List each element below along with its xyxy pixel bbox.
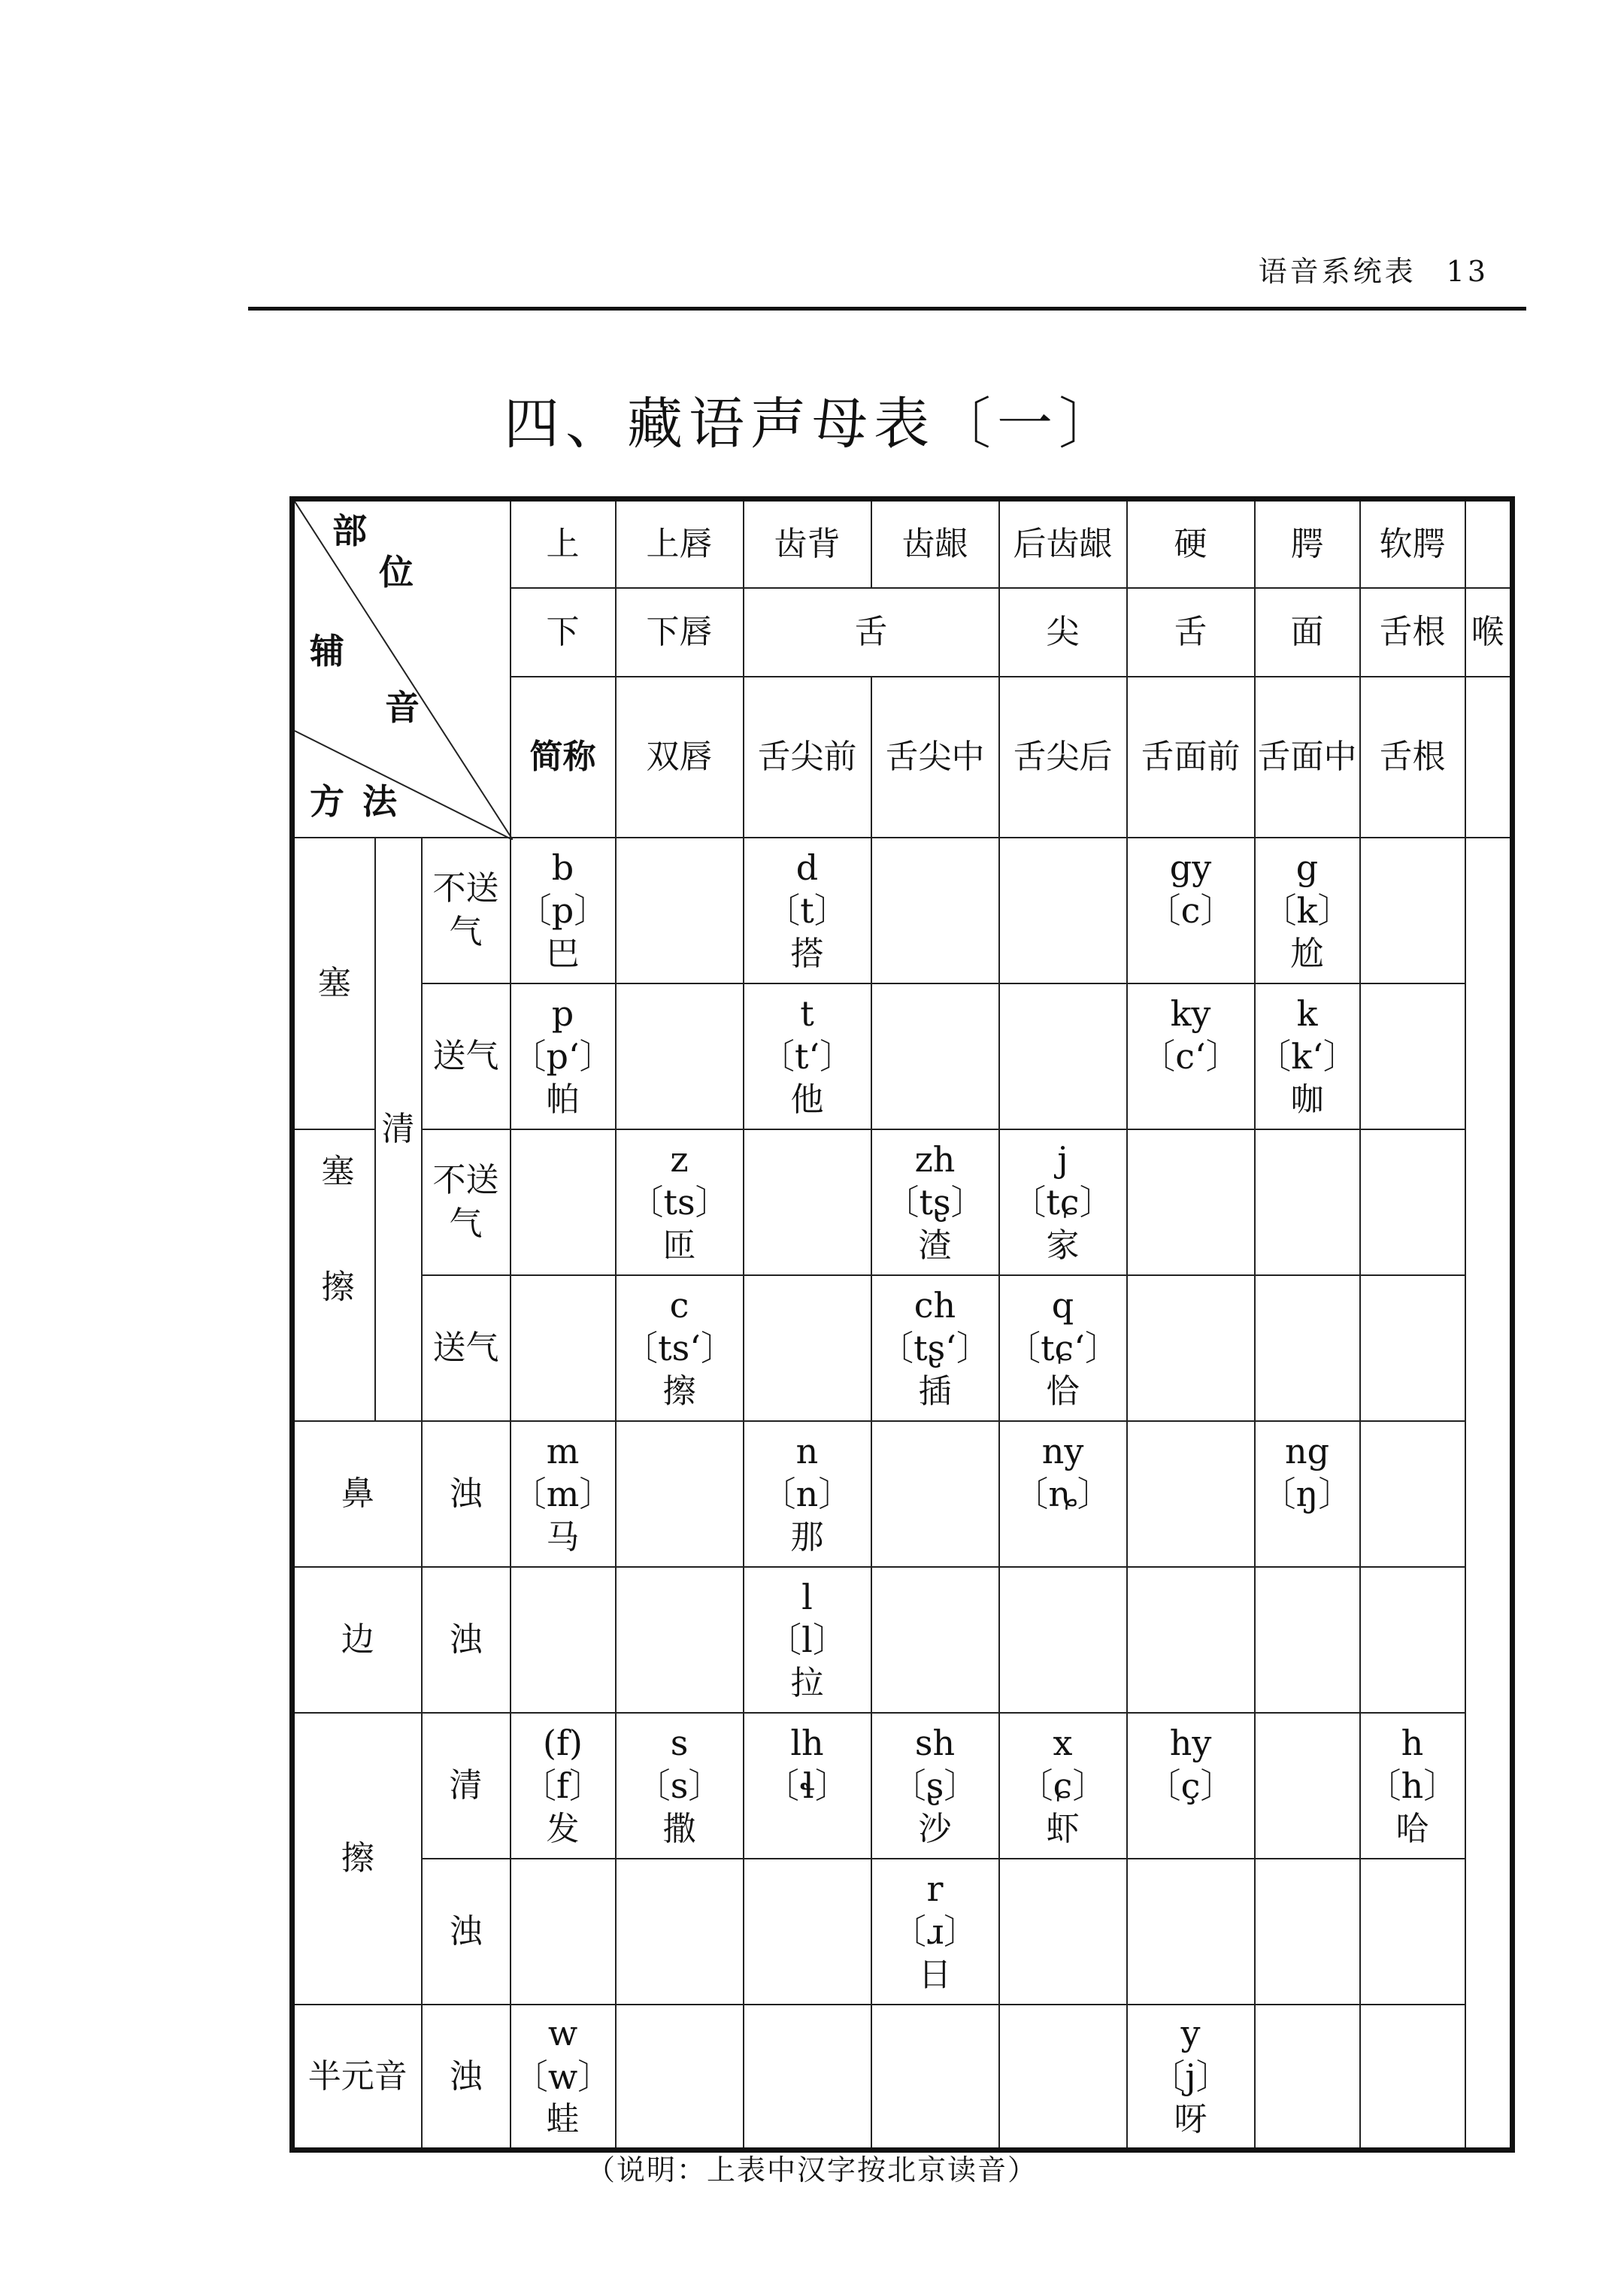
row-zhuo-banyuanyin: 浊 — [422, 2005, 511, 2150]
rom: lh — [790, 1722, 824, 1763]
abbr-shemianzhong: 舌面中 — [1255, 677, 1360, 838]
consonant-table — [289, 496, 1515, 2153]
han: 渣 — [918, 1226, 952, 1265]
header-corner — [292, 499, 511, 838]
rom: ng — [1284, 1430, 1330, 1471]
cell-empty — [1255, 1713, 1360, 1859]
han: 发 — [546, 1809, 580, 1848]
cell-c — [616, 1275, 744, 1421]
rom: ky — [1170, 993, 1211, 1034]
running-title: 语音系统表 — [1258, 255, 1416, 288]
upper-shangchun: 上唇 — [616, 499, 744, 588]
cell-b — [511, 838, 616, 983]
cell-empty — [871, 1421, 999, 1567]
han: 家 — [1046, 1226, 1080, 1265]
ipa: 〔m〕 — [511, 1474, 614, 1514]
corner-bu: 部 — [332, 511, 367, 551]
cell-empty — [871, 1567, 999, 1713]
corner-wei: 位 — [379, 552, 414, 592]
rom: s — [670, 1722, 689, 1763]
cell-empty — [616, 1567, 744, 1713]
ipa: 〔p〕 — [517, 890, 609, 931]
lower-label: 下 — [511, 588, 616, 677]
han — [1256, 1517, 1359, 1558]
abbr-label — [511, 677, 616, 838]
cell-empty — [871, 983, 999, 1129]
row-zhuo-ca: 浊 — [422, 1859, 511, 2005]
han: 尬 — [1290, 934, 1324, 973]
cell-hy — [1127, 1713, 1255, 1859]
cell-empty — [871, 838, 999, 983]
cell-f — [511, 1713, 616, 1859]
rom: r — [926, 1868, 944, 1909]
ipa: 〔tɕ‘〕 — [1006, 1328, 1120, 1368]
rom: ch — [914, 1284, 956, 1326]
rom: t — [800, 993, 814, 1034]
cell-empty — [1360, 2005, 1465, 2150]
footnote: （说明：上表中汉字按北京读音） — [586, 2153, 1038, 2187]
cell-empty — [1360, 1275, 1465, 1421]
cell-t — [744, 983, 871, 1129]
ipa: 〔n〕 — [761, 1474, 853, 1514]
abbr-label-text: 简称 — [529, 737, 596, 776]
han: 搭 — [790, 934, 824, 973]
cell-empty — [999, 1859, 1127, 2005]
ipa: 〔t‘〕 — [759, 1036, 855, 1077]
cell-empty — [999, 2005, 1127, 2150]
cell-empty — [999, 838, 1127, 983]
cell-n — [744, 1421, 871, 1567]
cell-empty — [999, 1567, 1127, 1713]
han: 蛙 — [546, 2100, 580, 2139]
rom: x — [1053, 1722, 1073, 1763]
ipa: 〔tɕ〕 — [1011, 1182, 1114, 1223]
cell-ky — [1127, 983, 1255, 1129]
ipa: 〔ȵ〕 — [1013, 1474, 1112, 1514]
rom: h — [1401, 1722, 1424, 1763]
ipa: 〔ts〕 — [629, 1182, 730, 1223]
row-zhuo-bi: 浊 — [422, 1421, 511, 1567]
rom: zh — [914, 1138, 956, 1180]
abbr-shejianhou: 舌尖后 — [999, 677, 1127, 838]
rom: l — [801, 1576, 813, 1617]
upper-ruane: 软腭 — [1360, 499, 1465, 588]
abbr-empty — [1465, 677, 1513, 838]
rom: g — [1295, 847, 1319, 888]
han — [744, 1808, 871, 1850]
rom: y — [1180, 2013, 1201, 2054]
upper-chiyin: 齿龈 — [871, 499, 999, 588]
cell-empty — [616, 1421, 744, 1567]
cell-empty — [1255, 2005, 1360, 2150]
rom: p — [551, 993, 574, 1034]
corner-fang: 方 — [310, 781, 344, 822]
ipa: 〔ç〕 — [1146, 1765, 1235, 1806]
cell-empty — [744, 2005, 871, 2150]
abbr-shejianqian: 舌尖前 — [744, 677, 871, 838]
cell-sh — [871, 1713, 999, 1859]
han: 沙 — [918, 1809, 952, 1848]
rom: c — [669, 1284, 689, 1326]
rom: w — [547, 2013, 578, 2054]
ipa: 〔w〕 — [513, 2056, 613, 2097]
cell-empty — [871, 2005, 999, 2150]
row-saica — [292, 1129, 375, 1421]
cell-empty — [1255, 1567, 1360, 1713]
corner-yin: 音 — [385, 687, 420, 728]
corner-fu: 辅 — [310, 631, 344, 671]
cell-q — [999, 1275, 1127, 1421]
cell-gy — [1127, 838, 1255, 983]
page-number: 13 — [1446, 255, 1489, 288]
cell-empty — [1127, 1275, 1255, 1421]
abbr-shejianzhong: 舌尖中 — [871, 677, 999, 838]
cell-ny — [999, 1421, 1127, 1567]
ipa: 〔k〕 — [1262, 890, 1353, 931]
han — [1128, 933, 1254, 974]
han: 哈 — [1395, 1809, 1429, 1848]
cell-empty — [1360, 1421, 1465, 1567]
han — [1000, 1517, 1126, 1558]
cell-empty — [744, 1275, 871, 1421]
cell-empty — [511, 1859, 616, 2005]
ipa: 〔ts‘〕 — [623, 1328, 735, 1368]
cell-empty — [1360, 838, 1465, 983]
ipa: 〔p‘〕 — [511, 1036, 614, 1077]
rom: q — [1051, 1284, 1074, 1326]
lower-mian: 面 — [1255, 588, 1360, 677]
corner-fa: 法 — [362, 781, 397, 822]
han — [1128, 1808, 1254, 1850]
row-songqi-1: 送气 — [422, 983, 511, 1129]
cell-empty — [616, 1859, 744, 2005]
ipa: 〔tʂ‘〕 — [879, 1328, 991, 1368]
upper-empty — [1465, 499, 1513, 588]
cell-w — [511, 2005, 616, 2150]
han: 虾 — [1046, 1809, 1080, 1848]
han: 恰 — [1046, 1371, 1080, 1411]
rom: (f) — [543, 1722, 583, 1763]
cell-p — [511, 983, 616, 1129]
rom: d — [795, 847, 819, 888]
row-saica-text: 塞擦 — [315, 1153, 354, 1386]
lower-she-2: 舌 — [1127, 588, 1255, 677]
cell-empty — [511, 1129, 616, 1275]
ipa: 〔c〕 — [1146, 890, 1235, 931]
han: 他 — [790, 1080, 824, 1119]
han: 咖 — [1290, 1080, 1324, 1119]
row-qing: 清 — [375, 838, 422, 1421]
rom: hy — [1169, 1722, 1212, 1763]
row-banyuanyin: 半元音 — [292, 2005, 422, 2150]
row-bi: 鼻 — [292, 1421, 422, 1567]
ipa: 〔ɹ〕 — [891, 1911, 979, 1952]
row-songqi-2: 送气 — [422, 1275, 511, 1421]
cell-empty — [1255, 1129, 1360, 1275]
han: 巴 — [546, 934, 580, 973]
abbr-shemianqian: 舌面前 — [1127, 677, 1255, 838]
cell-empty — [744, 1859, 871, 2005]
han — [1128, 1079, 1254, 1120]
lower-shegen: 舌根 — [1360, 588, 1465, 677]
abbr-shegen: 舌根 — [1360, 677, 1465, 838]
rom: m — [546, 1430, 580, 1471]
rom: sh — [914, 1722, 956, 1763]
ipa: 〔t〕 — [765, 890, 849, 931]
ipa: 〔f〕 — [521, 1765, 604, 1806]
cell-z — [616, 1129, 744, 1275]
cell-empty — [1127, 1129, 1255, 1275]
cell-empty — [1360, 1129, 1465, 1275]
cell-empty — [511, 1567, 616, 1713]
lower-jian: 尖 — [999, 588, 1127, 677]
upper-chibei: 齿背 — [744, 499, 871, 588]
row-ca: 擦 — [292, 1713, 422, 2005]
cell-empty — [999, 983, 1127, 1129]
cell-g — [1255, 838, 1360, 983]
running-header-text — [1259, 248, 1489, 289]
cell-ch — [871, 1275, 999, 1421]
upper-label: 上 — [511, 499, 616, 588]
cell-j — [999, 1129, 1127, 1275]
ipa: 〔ɕ〕 — [1018, 1765, 1107, 1806]
rom: j — [1057, 1138, 1068, 1180]
row-qing-ca: 清 — [422, 1713, 511, 1859]
cell-empty — [616, 838, 744, 983]
row-buqi-1: 不送气 — [422, 838, 511, 983]
ipa: 〔tʂ〕 — [884, 1182, 986, 1223]
rom: ny — [1041, 1430, 1084, 1471]
ipa: 〔h〕 — [1366, 1765, 1459, 1806]
cell-h — [1360, 1713, 1465, 1859]
ipa: 〔s〕 — [635, 1765, 723, 1806]
row-sai: 塞 — [292, 838, 375, 1129]
cell-zh — [871, 1129, 999, 1275]
rom: n — [795, 1430, 819, 1471]
lower-hou: 喉 — [1465, 588, 1513, 677]
han: 帕 — [546, 1080, 580, 1119]
ipa: 〔ŋ〕 — [1261, 1474, 1353, 1514]
table-title: 四、藏语声母表〔一〕 — [504, 392, 1120, 456]
han: 呀 — [1174, 2100, 1207, 2139]
han: 匝 — [662, 1226, 696, 1265]
upper-ying: 硬 — [1127, 499, 1255, 588]
cell-d — [744, 838, 871, 983]
han: 日 — [918, 1955, 952, 1994]
han: 撒 — [662, 1809, 696, 1848]
lower-xiachun: 下唇 — [616, 588, 744, 677]
ipa: 〔ʂ〕 — [891, 1765, 979, 1806]
cell-m — [511, 1421, 616, 1567]
cell-k — [1255, 983, 1360, 1129]
cell-r — [871, 1859, 999, 2005]
lower-she: 舌 — [744, 588, 999, 677]
han: 拉 — [790, 1663, 824, 1702]
cell-empty — [1360, 1567, 1465, 1713]
rom: k — [1296, 993, 1318, 1034]
ipa: 〔ɬ〕 — [765, 1765, 850, 1806]
cell-y — [1127, 2005, 1255, 2150]
han: 插 — [918, 1371, 952, 1411]
han: 马 — [546, 1517, 580, 1556]
cell-empty — [744, 1129, 871, 1275]
row-bian: 边 — [292, 1567, 422, 1713]
cell-empty — [616, 2005, 744, 2150]
cell-empty — [1360, 983, 1465, 1129]
cell-l — [744, 1567, 871, 1713]
cell-ng — [1255, 1421, 1360, 1567]
ipa: 〔j〕 — [1150, 2056, 1231, 2097]
cell-empty — [616, 983, 744, 1129]
row-zhuo-bian: 浊 — [422, 1567, 511, 1713]
row-buqi-2: 不送气 — [422, 1129, 511, 1275]
abbr-shuangchun: 双唇 — [616, 677, 744, 838]
cell-lh — [744, 1713, 871, 1859]
rom: b — [551, 847, 574, 888]
upper-houchiyin: 后齿龈 — [999, 499, 1127, 588]
rom: z — [670, 1138, 689, 1180]
cell-empty — [1255, 1275, 1360, 1421]
cell-empty — [1255, 1859, 1360, 2005]
ipa: 〔l〕 — [767, 1620, 847, 1660]
cell-s — [616, 1713, 744, 1859]
han: 那 — [790, 1517, 824, 1556]
cell-empty — [1127, 1567, 1255, 1713]
cell-empty — [1127, 1421, 1255, 1567]
cell-empty — [511, 1275, 616, 1421]
upper-e: 腭 — [1255, 499, 1360, 588]
han: 擦 — [662, 1371, 696, 1411]
cell-empty — [1127, 1859, 1255, 2005]
rom: gy — [1169, 847, 1212, 888]
cell-empty — [1360, 1859, 1465, 2005]
cell-x — [999, 1713, 1127, 1859]
ipa: 〔c‘〕 — [1141, 1036, 1241, 1077]
ipa: 〔k‘〕 — [1256, 1036, 1358, 1077]
running-header — [248, 248, 1526, 311]
